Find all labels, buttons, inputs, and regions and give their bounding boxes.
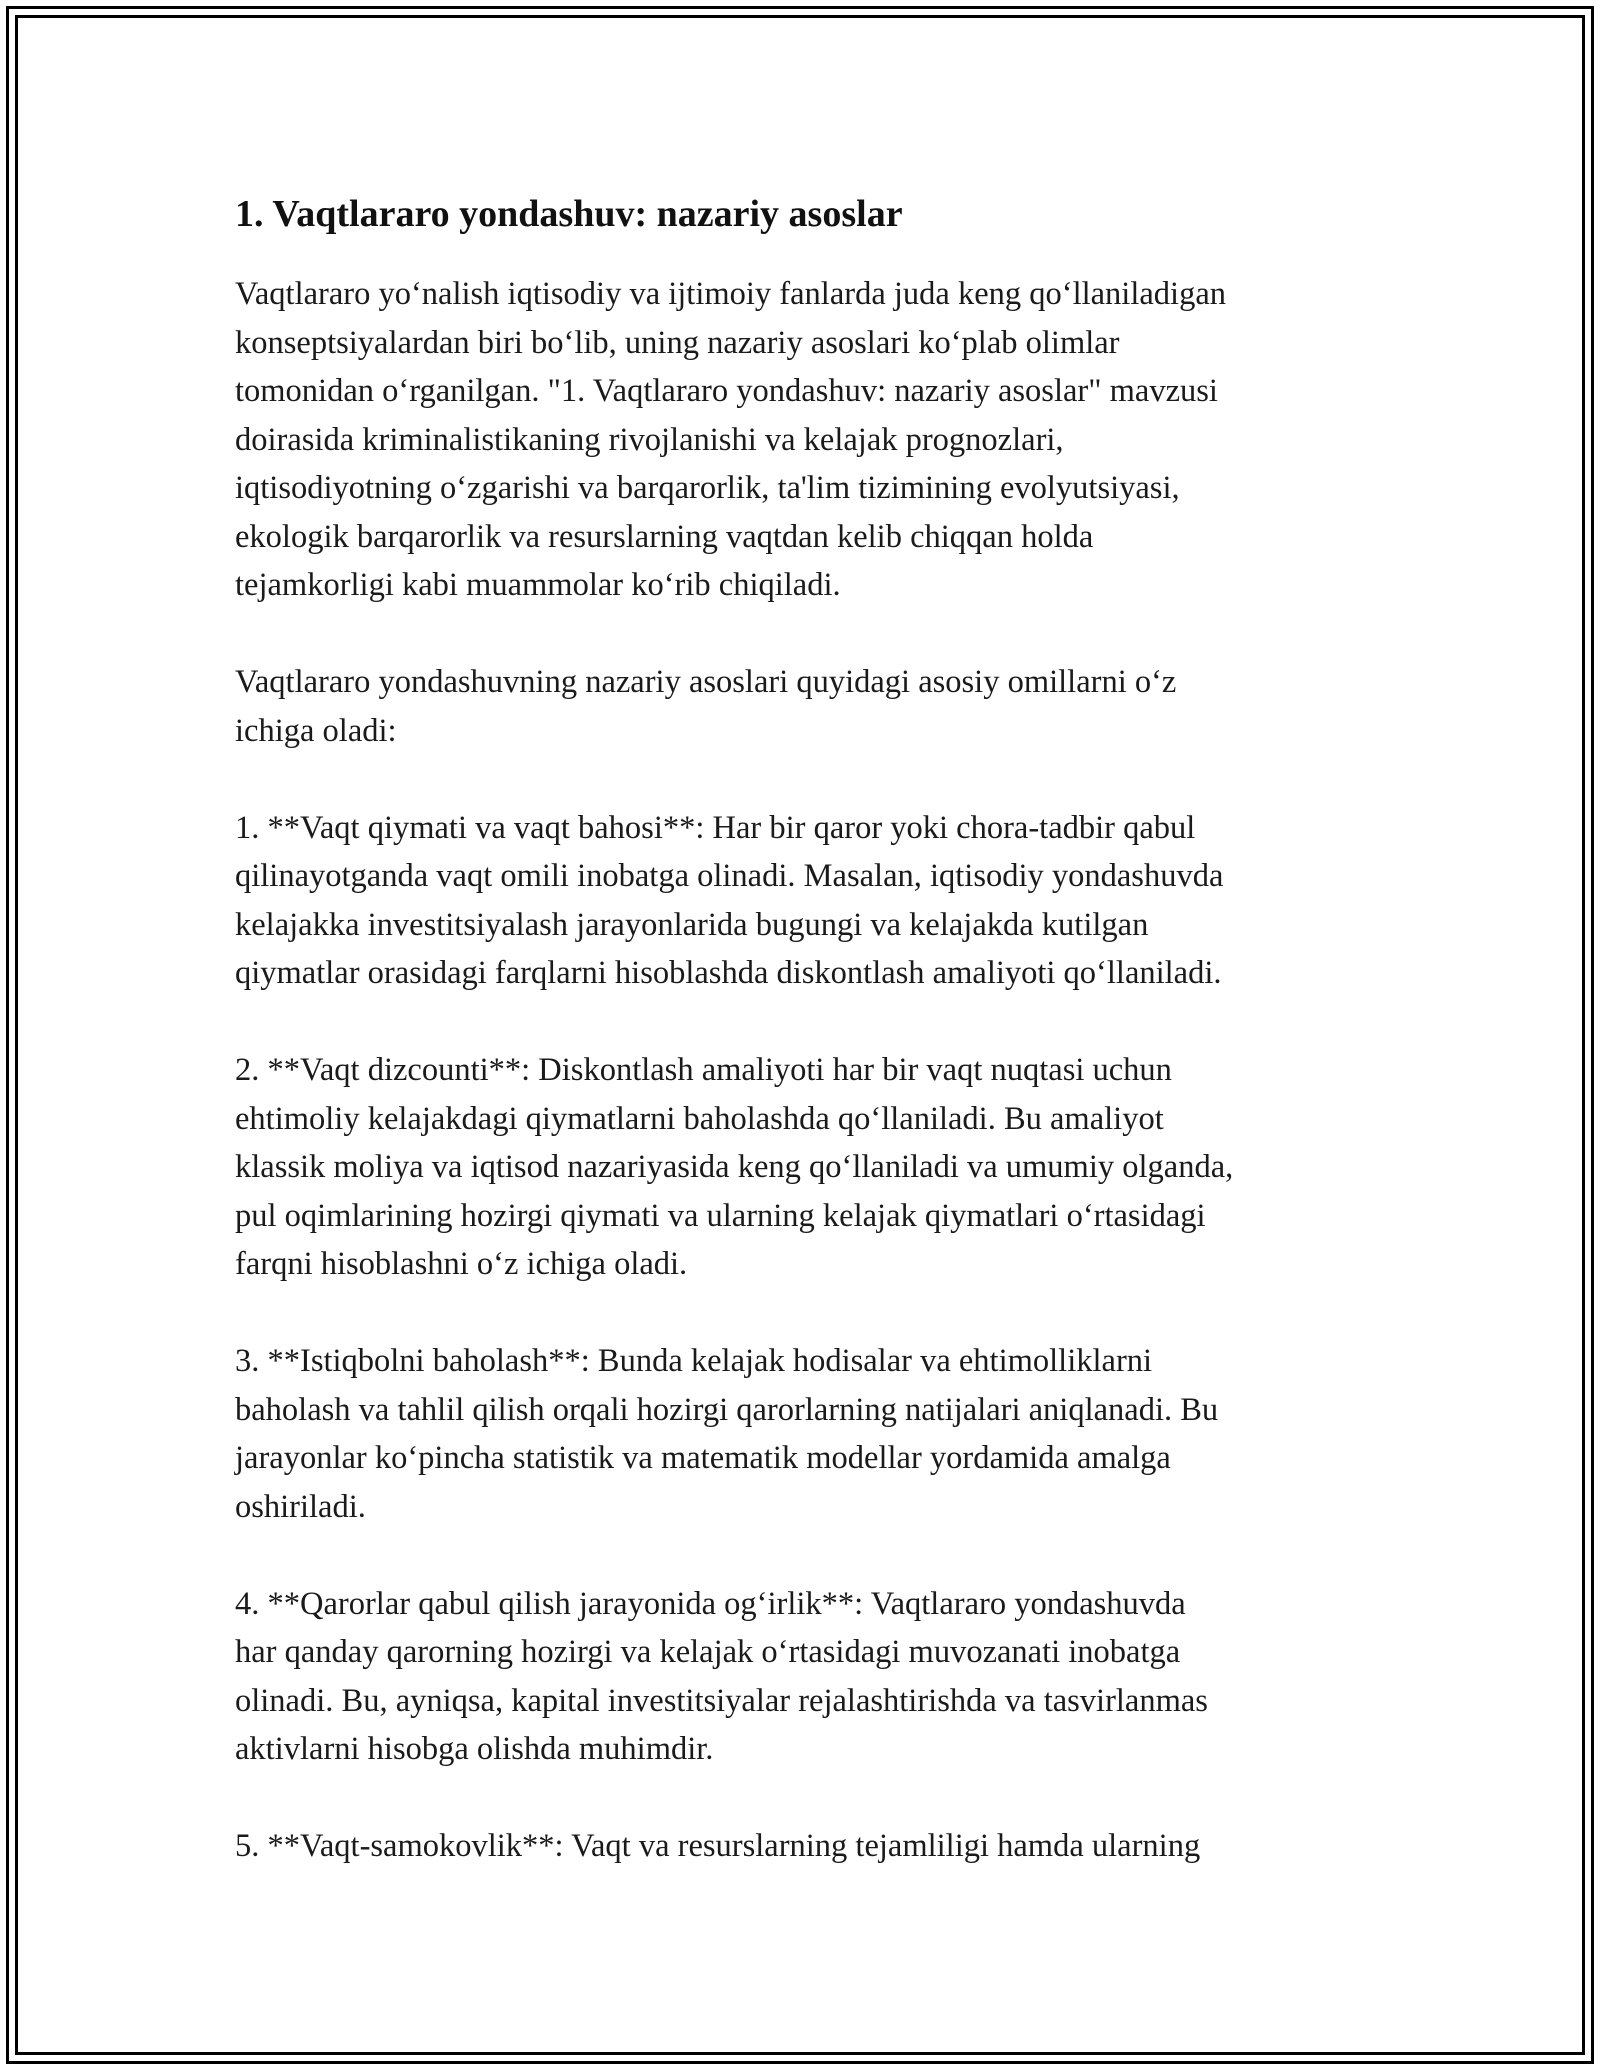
list-item-4: 4. **Qarorlar qabul qilish jarayonida og‘irlik**: Vaqtlararo yondashuvda har qanday qarorning hozirgi va kelajak o‘rtasidagi muvozanati inobatga olinadi. Bu, ayniqsa, kapital investitsiyalar rejalashtirishda va tasvirlanmas aktivlarni hisobga olishda muhimdir. — [235, 1585, 1208, 1767]
document-body — [235, 188, 1365, 1871]
paragraph-spacer — [235, 998, 1365, 1047]
paragraph-spacer — [235, 1289, 1365, 1338]
list-item-1: 1. **Vaqt qiymati va vaqt bahosi**: Har bir qaror yoki chora-tadbir qabul qilinayotganda vaqt omili inobatga olinadi. Masalan, iqtisodiy yondashuvda kelajakka investitsiyalash jarayonlarida bugungi va kelajakda kutilgan qiymatlar orasidagi farqlarni hisoblashda diskontlash amaliyoti qo‘llaniladi. — [235, 809, 1224, 991]
document-title: 1. Vaqtlararo yondashuv: nazariy asoslar — [235, 193, 903, 235]
paragraph-spacer — [235, 755, 1365, 804]
paragraph-factors-intro: Vaqtlararo yondashuvning nazariy asoslari quyidagi asosiy omillarni o‘z ichiga oladi: — [235, 664, 1177, 749]
paragraph-spacer — [235, 610, 1365, 659]
paragraph-spacer — [235, 1531, 1365, 1580]
paragraph-spacer — [235, 1774, 1365, 1823]
paragraph-intro: Vaqtlararo yo‘nalish iqtisodiy va ijtimoiy fanlarda juda keng qo‘llaniladigan konseptsiyalardan biri bo‘lib, uning nazariy asoslari ko‘plab olimlar tomonidan o‘rganilgan. "1. Vaqtlararo yondashuv: nazariy asoslar" mavzusi doirasida kriminalistikaning rivojlanishi va kelajak prognozlari, iqtisodiyotning o‘zgarishi va barqarorlik, ta'lim tizimining evolyutsiyasi, ekologik barqarorlik va resurslarning vaqtdan kelib chiqqan holda tejamkorligi kabi muammolar ko‘rib chiqiladi. — [235, 276, 1226, 603]
list-item-2: 2. **Vaqt dizcounti**: Diskontlash amaliyoti har bir vaqt nuqtasi uchun ehtimoliy kelajakdagi qiymatlarni baholashda qo‘llaniladi. Bu amaliyot klassik moliya va iqtisod nazariyasida keng qo‘llaniladi va umumiy olganda, pul oqimlarining hozirgi qiymati va ularning kelajak qiymatlari o‘rtasidagi farqni hisoblashni o‘z ichiga oladi. — [235, 1052, 1234, 1282]
list-item-3: 3. **Istiqbolni baholash**: Bunda kelajak hodisalar va ehtimolliklarni baholash va tahlil qilish orqali hozirgi qarorlarning natijalari aniqlanadi. Bu jarayonlar ko‘pincha statistik va matematik modellar yordamida amalga oshiriladi. — [235, 1343, 1219, 1525]
list-item-5: 5. **Vaqt-samokovlik**: Vaqt va resurslarning tejamliligi hamda ularning — [235, 1828, 1201, 1864]
